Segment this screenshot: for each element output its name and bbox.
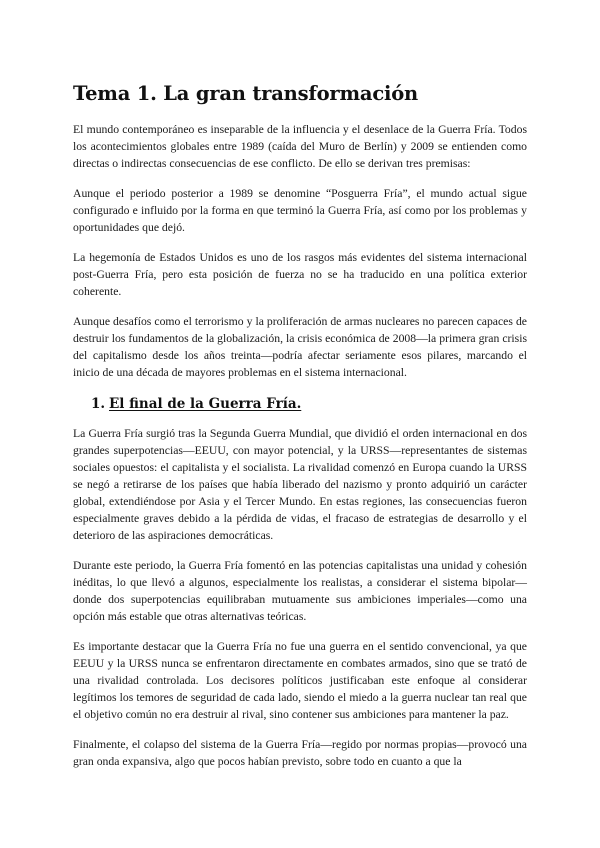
premise-paragraph: La hegemonía de Estados Unidos es uno de los rasgos más evidentes del sistema internacional post-Guerra Fría, pero esta posición de fuerza no se ha traducido en una política exterior coherente. [73, 251, 527, 298]
body-paragraph: Durante este periodo, la Guerra Fría fomentó en las potencias capitalistas una unidad y cohesión inéditas, lo que llevó a algunos, especialmente los realistas, a considerar el sistema bipolar—donde dos superpotencias equilibraban mutuamente sus ambiciones imperiales—como una opción más estable que otras alternativas teóricas. [73, 559, 527, 623]
section-title: El final de la Guerra Fría. [109, 396, 302, 412]
premise-paragraph: Aunque el periodo posterior a 1989 se denomine “Posguerra Fría”, el mundo actual sigue configurado e influido por la forma en que terminó la Guerra Fría, así como por los problemas y oportunidades que dejó. [73, 187, 527, 234]
body-paragraph: La Guerra Fría surgió tras la Segunda Guerra Mundial, que dividió el orden internacional en dos grandes superpotencias—EEUU, con mayor potencial, y la URSS—representantes de sistemas sociales opuestos: el capitalista y el socialista. La rivalidad comenzó en Europa cuando la URSS se negó a retirarse de los países que había liberado del nazismo y pronto adquirió un carácter global, extendiéndose por Asia y el Tercer Mundo. En estas regiones, las consecuencias fueron especialmente graves debido a la pérdida de vidas, el fracaso de estrategias de desarrollo y el deterioro de las aspiraciones democráticas. [73, 427, 527, 542]
intro-paragraph: El mundo contemporáneo es inseparable de la influencia y el desenlace de la Guerra Fría. Todos los acontecimientos globales entre 1989 (caída del Muro de Berlín) y 2009 se entienden como directas o indirectas consecuencias de ese conflicto. De ello se derivan tres premisas: [73, 123, 527, 170]
body-paragraph: Es importante destacar que la Guerra Fría no fue una guerra en el sentido convencional, ya que EEUU y la URSS nunca se enfrentaron directamente en combates armados, sino que se trató de una rivalidad controlada. Los decisores políticos justificaban este enfoque al considerar legítimos los temores de seguridad de cada lado, siendo el miedo a la guerra nuclear tan real que el objetivo común no era destruir al rival, sino contener sus ambiciones para mantener la paz. [73, 640, 527, 721]
premise-paragraph: Aunque desafíos como el terrorismo y la proliferación de armas nucleares no parecen capaces de destruir los fundamentos de la globalización, la crisis económica de 2008—la primera gran crisis del capitalismo desde los años treinta—podría afectar seriamente esos pilares, marcando el inicio de una década de mayores problemas en el sistema internacional. [73, 315, 527, 379]
body-paragraph: Finalmente, el colapso del sistema de la Guerra Fría—regido por normas propias—provocó una gran onda expansiva, algo que pocos habían previsto, sobre todo en cuanto a que la [73, 738, 527, 768]
document-page [73, 82, 527, 783]
section-heading [91, 394, 527, 414]
section-number: 1. [91, 396, 106, 412]
document-title: Tema 1. La gran transformación [73, 82, 419, 105]
